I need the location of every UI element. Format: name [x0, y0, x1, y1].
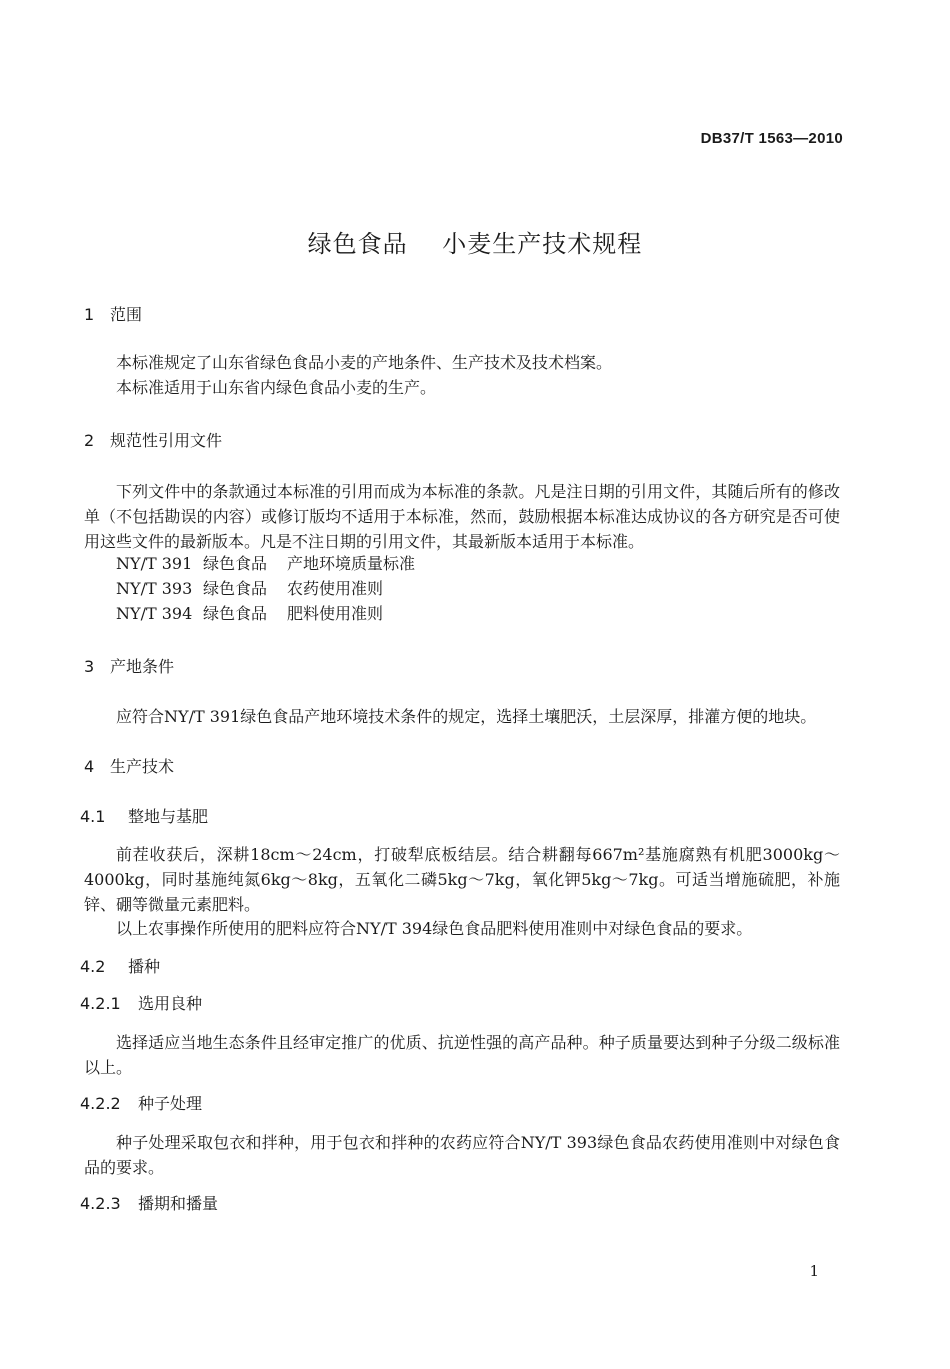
reference-name: 肥料使用准则: [287, 604, 384, 623]
section-4-1-paragraph-2: 以上农事操作所使用的肥料应符合NY/T 394绿色食品肥料使用准则中对绿色食品的要求。: [116, 919, 753, 938]
standard-code: DB37/T 1563—2010: [700, 130, 843, 147]
section-1-paragraph-1: 本标准规定了山东省绿色食品小麦的产地条件、生产技术及技术档案。: [116, 353, 613, 372]
section-title: 产地条件: [110, 657, 175, 676]
section-3-paragraph-1: 应符合NY/T 391绿色食品产地环境技术条件的规定，选择土壤肥沃，土层深厚，排灌方便的地块。: [116, 707, 817, 726]
section-2-heading: [84, 428, 222, 451]
reference-series: 绿色食品: [203, 604, 268, 623]
reference-series: 绿色食品: [203, 554, 268, 573]
section-title: 种子处理: [138, 1094, 203, 1113]
page-number: 1: [809, 1262, 819, 1280]
reference-series: 绿色食品: [203, 579, 268, 598]
section-title: 生产技术: [110, 757, 175, 776]
reference-item: [116, 576, 383, 601]
section-4-1-paragraph-1: 前茬收获后，深耕18cm～24cm，打破犁底板结层。结合耕翻每667m²基施腐熟有机肥3000kg～4000kg，同时基施纯氮6kg～8kg，五氧化二磷5kg～7kg，氧化钾5kg～7kg。可适当增施硫肥，补施锌、硼等微量元素肥料。: [84, 845, 840, 914]
section-2-paragraph-1: 下列文件中的条款通过本标准的引用而成为本标准的条款。凡是注日期的引用文件，其随后所有的修改单（不包括勘误的内容）或修订版均不适用于本标准，然而，鼓励根据本标准达成协议的各方研究是否可使用这些文件的最新版本。凡是不注日期的引用文件，其最新版本适用于本标准。: [84, 482, 840, 551]
reference-item: [116, 601, 383, 626]
section-title: 规范性引用文件: [110, 431, 223, 450]
section-3-heading: [84, 654, 174, 677]
section-number: 1: [84, 305, 95, 324]
section-4-2-2-heading: [80, 1091, 202, 1114]
section-number: 4.2.2: [80, 1094, 121, 1113]
section-4-2-heading: [80, 954, 160, 977]
section-4-2-1-heading: [80, 991, 202, 1014]
reference-code: NY/T 394: [116, 604, 193, 623]
section-1-heading: [84, 302, 142, 325]
section-title: 范围: [110, 305, 143, 324]
section-4-1-heading: [80, 804, 208, 827]
reference-name: 产地环境质量标准: [287, 554, 416, 573]
section-number: 4.2.1: [80, 994, 121, 1013]
section-4-heading: [84, 754, 174, 777]
reference-item: [116, 551, 415, 576]
section-4-2-1-paragraph-1: 选择适应当地生态条件且经审定推广的优质、抗逆性强的高产品种。种子质量要达到种子分级二级标准以上。: [84, 1033, 840, 1077]
section-title: 选用良种: [138, 994, 203, 1013]
section-number: 4.2: [80, 957, 106, 976]
section-number: 2: [84, 431, 95, 450]
section-number: 4.2.3: [80, 1194, 121, 1213]
section-title: 整地与基肥: [128, 807, 209, 826]
section-title: 播种: [128, 957, 161, 976]
section-1-paragraph-2: 本标准适用于山东省内绿色食品小麦的生产。: [116, 378, 437, 397]
section-number: 4.1: [80, 807, 106, 826]
section-number: 4: [84, 757, 95, 776]
section-4-2-2-paragraph-1: 种子处理采取包衣和拌种，用于包衣和拌种的农药应符合NY/T 393绿色食品农药使用准则中对绿色食品的要求。: [84, 1133, 840, 1177]
section-title: 播期和播量: [138, 1194, 219, 1213]
document-title: 绿色食品 小麦生产技术规程: [307, 230, 643, 258]
section-number: 3: [84, 657, 95, 676]
reference-code: NY/T 393: [116, 579, 193, 598]
section-4-2-3-heading: [80, 1191, 218, 1214]
reference-code: NY/T 391: [116, 554, 193, 573]
reference-name: 农药使用准则: [287, 579, 384, 598]
